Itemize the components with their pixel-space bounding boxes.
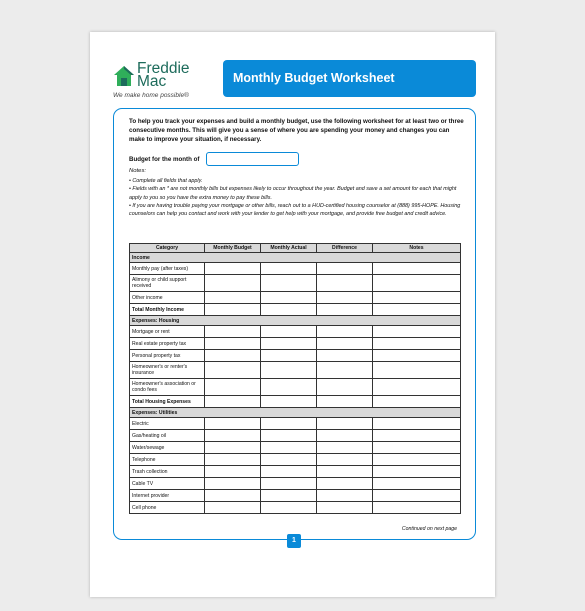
- table-row: [130, 454, 461, 466]
- budget-cell[interactable]: [205, 442, 261, 454]
- budget-cell[interactable]: [205, 379, 261, 396]
- table-row: [130, 350, 461, 362]
- row-label: Alimony or child support received: [130, 275, 205, 292]
- intro-text: To help you track your expenses and build a monthly budget, use the following worksheet for at least two or three consecutive months. This will give you a sense of where you are spending your money and changes you can make to improve your situation, if necessary.: [129, 118, 464, 143]
- continued-note: Continued on next page: [401, 526, 457, 532]
- logo-name-line2: Mac: [137, 73, 167, 90]
- budget-cell[interactable]: [205, 430, 261, 442]
- table-row: [130, 362, 461, 379]
- budget-cell[interactable]: [205, 304, 261, 316]
- row-label: Total Housing Expenses: [130, 396, 205, 408]
- notes-cell[interactable]: [373, 263, 461, 275]
- row-label: Cell phone: [130, 502, 205, 514]
- table-row: [130, 263, 461, 275]
- budget-cell[interactable]: [205, 418, 261, 430]
- table-row: [130, 502, 461, 514]
- actual-cell[interactable]: [261, 326, 317, 338]
- logo-name-line1: Freddie: [137, 60, 190, 77]
- difference-cell[interactable]: [317, 326, 373, 338]
- budget-cell[interactable]: [205, 396, 261, 408]
- note-item: • If you are having trouble paying your mortgage or other bills, reach out to a HUD-certified housing counselor at (888) 995-HOPE. Housing counselors can help you contact and work with your lender to get help with your mortgage, and provide free budget and credit advice.: [129, 202, 461, 218]
- section-label: Income: [130, 253, 461, 263]
- table-row: [130, 292, 461, 304]
- table-row: [130, 379, 461, 396]
- actual-cell[interactable]: [261, 418, 317, 430]
- table-header-row: [130, 244, 461, 253]
- notes-cell[interactable]: [373, 379, 461, 396]
- actual-cell[interactable]: [261, 362, 317, 379]
- column-header: Notes: [373, 244, 461, 253]
- page-title: Monthly Budget Worksheet: [233, 71, 395, 85]
- budget-cell[interactable]: [205, 350, 261, 362]
- notes-cell[interactable]: [373, 478, 461, 490]
- difference-cell[interactable]: [317, 379, 373, 396]
- actual-cell[interactable]: [261, 350, 317, 362]
- actual-cell[interactable]: [261, 502, 317, 514]
- logo-tagline: We make home possible®: [113, 92, 189, 99]
- budget-cell[interactable]: [205, 362, 261, 379]
- column-header: Category: [130, 244, 205, 253]
- difference-cell[interactable]: [317, 304, 373, 316]
- difference-cell[interactable]: [317, 350, 373, 362]
- notes-cell[interactable]: [373, 454, 461, 466]
- row-label: Trash collection: [130, 466, 205, 478]
- table-row: [130, 490, 461, 502]
- table-row: [130, 418, 461, 430]
- actual-cell[interactable]: [261, 478, 317, 490]
- actual-cell[interactable]: [261, 304, 317, 316]
- budget-cell[interactable]: [205, 490, 261, 502]
- row-label: Cable TV: [130, 478, 205, 490]
- notes-cell[interactable]: [373, 338, 461, 350]
- actual-cell[interactable]: [261, 442, 317, 454]
- row-label: Water/sewage: [130, 442, 205, 454]
- total-row: [130, 396, 461, 408]
- house-icon: [113, 64, 135, 88]
- actual-cell[interactable]: [261, 263, 317, 275]
- difference-cell[interactable]: [317, 430, 373, 442]
- notes-cell[interactable]: [373, 442, 461, 454]
- budget-cell[interactable]: [205, 263, 261, 275]
- title-banner: [223, 60, 476, 97]
- worksheet-page: [90, 32, 495, 597]
- budget-month-label: Budget for the month of: [129, 156, 200, 163]
- difference-cell[interactable]: [317, 396, 373, 408]
- notes-cell[interactable]: [373, 350, 461, 362]
- column-header: Monthly Budget: [205, 244, 261, 253]
- budget-cell[interactable]: [205, 292, 261, 304]
- row-label: Real estate property tax: [130, 338, 205, 350]
- table-row: [130, 430, 461, 442]
- notes-cell[interactable]: [373, 275, 461, 292]
- difference-cell[interactable]: [317, 418, 373, 430]
- total-row: [130, 304, 461, 316]
- row-label: Telephone: [130, 454, 205, 466]
- page-number-badge: 1: [287, 534, 301, 548]
- notes-cell[interactable]: [373, 326, 461, 338]
- table-row: [130, 275, 461, 292]
- difference-cell[interactable]: [317, 292, 373, 304]
- notes-cell[interactable]: [373, 292, 461, 304]
- section-row: [130, 408, 461, 418]
- budget-table: [129, 243, 461, 514]
- row-label: Mortgage or rent: [130, 326, 205, 338]
- difference-cell[interactable]: [317, 442, 373, 454]
- notes-cell[interactable]: [373, 490, 461, 502]
- note-item: • Complete all fields that apply.: [129, 178, 203, 184]
- section-row: [130, 316, 461, 326]
- table-row: [130, 326, 461, 338]
- notes-cell[interactable]: [373, 396, 461, 408]
- actual-cell[interactable]: [261, 490, 317, 502]
- table-row: [130, 478, 461, 490]
- row-label: Electric: [130, 418, 205, 430]
- row-label: Internet provider: [130, 490, 205, 502]
- row-label: Homeowner's association or condo fees: [130, 379, 205, 396]
- section-row: [130, 253, 461, 263]
- difference-cell[interactable]: [317, 502, 373, 514]
- difference-cell[interactable]: [317, 362, 373, 379]
- difference-cell[interactable]: [317, 478, 373, 490]
- notes-heading: Notes:: [129, 168, 147, 174]
- budget-cell[interactable]: [205, 454, 261, 466]
- section-label: Expenses: Housing: [130, 316, 461, 326]
- budget-month-field[interactable]: [206, 152, 299, 166]
- notes-cell[interactable]: [373, 304, 461, 316]
- actual-cell[interactable]: [261, 430, 317, 442]
- notes-cell[interactable]: [373, 466, 461, 478]
- row-label: Total Monthly Income: [130, 304, 205, 316]
- notes-list: [129, 177, 464, 218]
- logo-wordmark: [137, 62, 190, 88]
- column-header: Difference: [317, 244, 373, 253]
- note-item: • Fields with an * are not monthly bills but expenses likely to occur throughout the year. Budget and save a set amount for each that might apply to you so you have the extra money to pay these bills.: [129, 186, 457, 201]
- notes-cell[interactable]: [373, 418, 461, 430]
- column-header: Monthly Actual: [261, 244, 317, 253]
- actual-cell[interactable]: [261, 454, 317, 466]
- table-row: [130, 442, 461, 454]
- difference-cell[interactable]: [317, 275, 373, 292]
- difference-cell[interactable]: [317, 454, 373, 466]
- worksheet-frame: [113, 108, 476, 544]
- actual-cell[interactable]: [261, 292, 317, 304]
- actual-cell[interactable]: [261, 379, 317, 396]
- row-label: Gas/heating oil: [130, 430, 205, 442]
- budget-cell[interactable]: [205, 466, 261, 478]
- actual-cell[interactable]: [261, 338, 317, 350]
- actual-cell[interactable]: [261, 396, 317, 408]
- section-label: Expenses: Utilities: [130, 408, 461, 418]
- notes-cell[interactable]: [373, 502, 461, 514]
- budget-cell[interactable]: [205, 338, 261, 350]
- table-row: [130, 338, 461, 350]
- budget-cell[interactable]: [205, 502, 261, 514]
- difference-cell[interactable]: [317, 263, 373, 275]
- actual-cell[interactable]: [261, 466, 317, 478]
- difference-cell[interactable]: [317, 338, 373, 350]
- budget-cell[interactable]: [205, 275, 261, 292]
- notes-cell[interactable]: [373, 430, 461, 442]
- row-label: Other income: [130, 292, 205, 304]
- row-label: Homeowner's or renter's insurance: [130, 362, 205, 379]
- table-row: [130, 466, 461, 478]
- row-label: Personal property tax: [130, 350, 205, 362]
- freddie-mac-logo: [113, 62, 213, 102]
- difference-cell[interactable]: [317, 466, 373, 478]
- notes-cell[interactable]: [373, 362, 461, 379]
- budget-cell[interactable]: [205, 326, 261, 338]
- difference-cell[interactable]: [317, 490, 373, 502]
- actual-cell[interactable]: [261, 275, 317, 292]
- row-label: Monthly pay (after taxes): [130, 263, 205, 275]
- budget-cell[interactable]: [205, 478, 261, 490]
